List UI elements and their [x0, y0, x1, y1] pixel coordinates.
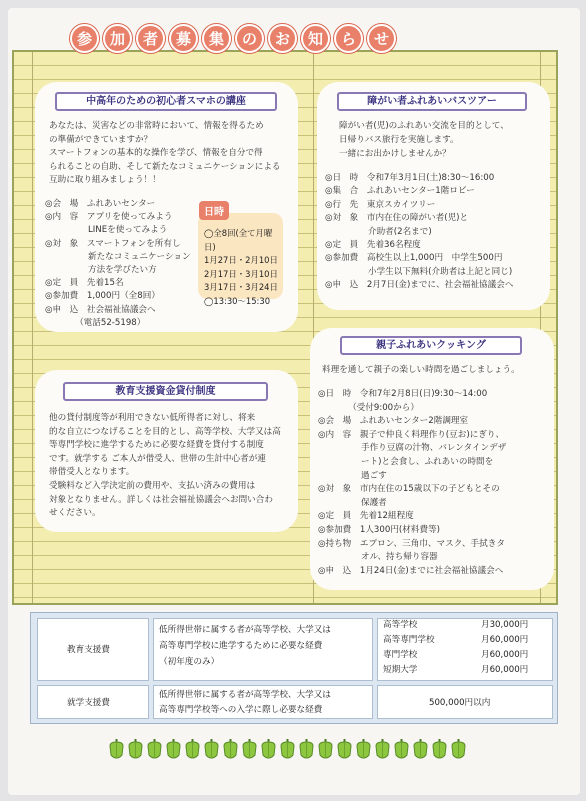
- text-line: 的な自立につなげることを目的とし、高等学校、大学又は高: [49, 426, 281, 437]
- text-line: 帯借受人となります。: [49, 467, 135, 478]
- pepper-icon: [126, 737, 145, 759]
- text-line: ◎参加費 1,000円（全8回）: [45, 291, 160, 302]
- title-char: お: [268, 24, 297, 53]
- text-line: 他の貸付制度等が利用できない低所得者に対し、将来: [49, 413, 256, 423]
- text-line: スマートフォンの基本的な操作を学び、情報を自分で得: [49, 148, 263, 159]
- card-title: 障がい者ふれあいバスツアー: [337, 92, 527, 111]
- text-line: オル、持ち帰り容器: [318, 552, 438, 563]
- text-line: せください。: [49, 508, 101, 519]
- pepper-icon: [202, 737, 221, 759]
- text-line: られることの自助、そして新たなコミュニケーションによる: [49, 161, 281, 172]
- pepper-icon: [240, 737, 259, 759]
- text-line: 短期大学: [383, 665, 418, 675]
- text-line: 介助者(2名まで): [325, 226, 432, 237]
- education-loan-card: [35, 370, 298, 532]
- schedule-line: ◯全8回(全て月曜日): [204, 228, 273, 252]
- title-char: せ: [367, 24, 396, 53]
- pepper-icon: [297, 737, 316, 759]
- pepper-icon: [430, 737, 449, 759]
- schedule-line: 2月17日・3月10日: [204, 268, 278, 279]
- pepper-icon: [373, 737, 392, 759]
- pepper-icon: [354, 737, 373, 759]
- title-char: 知: [301, 24, 330, 53]
- text-line: 高等学校: [383, 620, 418, 630]
- text-line: あなたは、災害などの非常時において、情報を得るため: [49, 121, 264, 131]
- text-line: です。就学する ご本人が借受人、世帯の生計中心者が連: [49, 453, 266, 464]
- text-line: 月60,000円: [481, 665, 529, 675]
- card-title: 中高年のための初心者スマホの講座: [55, 92, 277, 111]
- text-line: ◎定 員 先着12組程度: [318, 511, 414, 522]
- text-line: ◎対 象 スマートフォンを所有し: [45, 238, 181, 249]
- pepper-icon: [183, 737, 202, 759]
- text-line: 月60,000円: [481, 650, 529, 660]
- pepper-icon: [145, 737, 164, 759]
- text-line: ◎会 場 ふれあいセンター: [45, 199, 156, 209]
- title-char: 者: [136, 24, 165, 53]
- text-line: ◎申 込 社会福祉協議会へ: [45, 304, 156, 315]
- text-line: ◎持ち物 エプロン、三角巾、マスク、手拭きタ: [318, 538, 505, 549]
- text-line: 高等専門学校等への入学に際し必要な経費: [159, 705, 323, 715]
- text-line: 手作り豆腐の汁物、バレンタインデザ: [318, 443, 507, 454]
- card-title: 親子ふれあいクッキング: [340, 336, 522, 355]
- text-line: ◎行 先 東京スカイツリー: [325, 199, 436, 210]
- text-line: 高等専門学校: [383, 635, 435, 645]
- text-line: （電話52-5198）: [45, 317, 146, 328]
- text-line: 保護者: [318, 497, 387, 508]
- text-line: LINEを使ってみよう: [45, 225, 168, 236]
- text-line: （初年度のみ）: [159, 657, 220, 667]
- text-line: 低所得世帯に属する者が高等学校、大学又は: [159, 690, 331, 700]
- text-line: 小学生以下無料(介助者は上記と同じ): [325, 266, 513, 277]
- title-char: 参: [70, 24, 99, 53]
- title-char: の: [235, 24, 264, 53]
- text-line: ◎申 込 2月7日(金)までに、社会福祉協議会へ: [325, 280, 514, 291]
- text-line: 低所得世帯に属する者が高等学校、大学又は: [159, 625, 331, 635]
- cooking-card: [310, 328, 554, 590]
- text-line: ◎日 時 令和7年3月1日(土)8:30～16:00: [325, 173, 495, 183]
- text-line: の準備ができていますか？: [49, 134, 153, 145]
- pepper-icon: [449, 737, 468, 759]
- text-line: ◎日 時 令和7年2月8日(日)9:30～14:00: [318, 389, 488, 399]
- text-line: 互助に取り組みましょう！！: [49, 175, 161, 186]
- text-line: ◎定 員 先着15名: [45, 278, 124, 289]
- row2-label: 就学支援費: [67, 698, 110, 708]
- text-line: 専門学校: [383, 650, 418, 660]
- schedule-line: ◯13:30～15:30: [204, 295, 271, 306]
- text-line: 過ごす: [318, 470, 387, 481]
- text-line: ◎内 容 アプリを使ってみよう: [45, 212, 173, 223]
- text-line: ◎内 容 親子で仲良く料理作り(豆お)にぎり、: [318, 429, 505, 440]
- text-line: 障がい者(児)のふれあい交流を目的として、: [339, 121, 509, 131]
- text-line: ◎対 象 市内在住の15歳以下の子どもとその: [318, 484, 500, 495]
- pepper-icon: [259, 737, 278, 759]
- schedule-line: 1月27日・2月10日: [204, 255, 278, 266]
- pepper-icon: [221, 737, 240, 759]
- text-line: 受験料など入学決定前の費用や、支払い済みの費用は: [49, 481, 256, 491]
- text-line: 一緒にお出かけしませんか？: [339, 149, 451, 159]
- text-line: ート)と会食し、ふれあいの時間を: [318, 457, 494, 467]
- pepper-decoration: [107, 737, 468, 759]
- pepper-icon: [411, 737, 430, 759]
- text-line: ◎定 員 先着36名程度: [325, 240, 421, 250]
- text-line: 方法を学びたい方: [45, 265, 157, 275]
- schedule-line: 3月17日・3月24日: [204, 282, 278, 293]
- text-line: 日帰りバス旅行を実施します。: [339, 135, 459, 145]
- text-line: ◎会 場 ふれあいセンター2階調理室: [318, 416, 469, 427]
- text-line: 月30,000円: [481, 620, 529, 630]
- text-line: 等専門学校に進学するために必要な経費を貸付する制度: [49, 440, 264, 451]
- loan-table: [30, 612, 558, 724]
- text-line: ◎申 込 1月24日(金)までに社会福祉協議会へ: [318, 565, 504, 576]
- text-line: ◎参加費 高校生以上1,000円 中学生500円: [325, 253, 503, 264]
- text-line: （受付9:00から）: [318, 402, 419, 413]
- pepper-icon: [164, 737, 183, 759]
- row2-amount: 500,000円以内: [429, 698, 491, 708]
- text-line: 料理を通して親子の楽しい時間を過ごしましょう。: [322, 365, 520, 375]
- title-char: ら: [334, 24, 363, 53]
- card-title: 教育支援資金貸付制度: [63, 382, 268, 401]
- title-char: 集: [202, 24, 231, 53]
- text-line: ◎参加費 1人300円(材料費等): [318, 525, 441, 535]
- bus-tour-card: [317, 82, 550, 310]
- pepper-icon: [316, 737, 335, 759]
- pepper-icon: [392, 737, 411, 759]
- page-title: [70, 24, 396, 53]
- pepper-icon: [335, 737, 354, 759]
- row1-label: 教育支援費: [67, 645, 110, 655]
- schedule-head: 日時: [199, 201, 229, 220]
- text-line: 高等専門学校に進学するために必要な経費: [159, 641, 323, 651]
- pepper-icon: [278, 737, 297, 759]
- pepper-icon: [107, 737, 126, 759]
- text-line: 月60,000円: [481, 635, 529, 645]
- text-line: 新たなコミュニケーション: [45, 251, 191, 262]
- text-line: ◎対 象 市内在住の障がい者(児)と: [325, 213, 469, 224]
- title-char: 募: [169, 24, 198, 53]
- title-char: 加: [103, 24, 132, 53]
- text-line: ◎集 合 ふれあいセンター1階ロビー: [325, 186, 475, 197]
- schedule-box: [198, 213, 283, 306]
- text-line: 対象となりません。詳しくは社会福祉協議会へお問い合わ: [49, 494, 273, 505]
